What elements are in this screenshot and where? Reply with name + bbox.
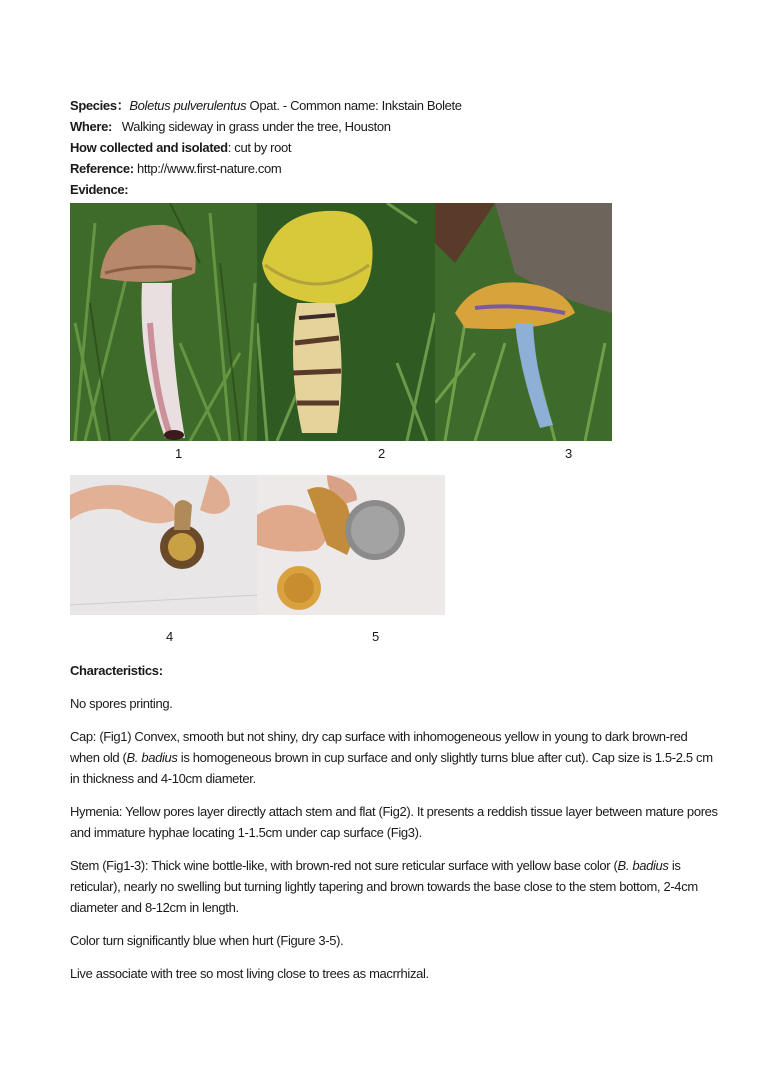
photo-3 [435,203,612,441]
spores-paragraph: No spores printing. [70,696,173,711]
cap-species-italic: B. badius [126,750,178,765]
figure-number-4: 4 [166,629,174,644]
how-value: : cut by root [227,140,292,155]
photo-5 [257,475,445,615]
characteristics-heading: Characteristics: [70,663,163,678]
stem-text-a: Stem (Fig1-3): Thick wine bottle-like, with brown-red not sure reticular surface with yellow base color ( [70,858,618,873]
how-label: How collected and isolated [70,140,228,155]
live-paragraph: Live associate with tree so most living close to trees as macrrhizal. [70,966,429,981]
photo-1 [70,203,257,441]
reference-label: Reference: [70,161,134,176]
photo-2 [257,203,435,441]
photo-4 [70,475,257,615]
species-rest: Opat. - Common name: Inkstain Bolete [246,98,462,113]
species-name: Boletus pulverulentus [129,98,247,113]
figure-number-2: 2 [378,446,386,461]
header-block [70,95,720,200]
evidence-line [70,179,720,200]
where-line [70,116,720,137]
characteristics-section [70,660,718,996]
color-paragraph: Color turn significantly blue when hurt (Figure 3-5). [70,933,344,948]
evidence-label: Evidence: [70,182,129,197]
stem-species-italic: B. badius [617,858,669,873]
cap-paragraph [70,726,718,789]
reference-line [70,158,720,179]
photo-row-top [70,203,612,441]
where-label: Where: [70,119,112,134]
figure-number-3: 3 [565,446,573,461]
cap-text-b: is homogeneous brown in cup surface and only slightly turns blue after cut). Cap size is 1.5-2.5 cm in thickness and 4-10cm diameter. [70,750,713,786]
figure-number-1: 1 [175,446,183,461]
photo-row-bottom [70,475,445,615]
figure-number-5: 5 [372,629,380,644]
where-value: Walking sideway in grass under the tree, Houston [121,119,391,134]
hymenia-paragraph: Hymenia: Yellow pores layer directly attach stem and flat (Fig2). It presents a reddish tissue layer between mature pores and immature hyphae locating 1-1.5cm under cap surface (Fig3). [70,804,718,840]
reference-value: http://www.first-nature.com [133,161,282,176]
cap-text-a: Cap: (Fig1) Convex, smooth but not shiny, dry cap surface with inhomogeneous yellow in young to dark brown-red when old ( [70,729,688,765]
stem-paragraph [70,855,718,918]
how-line [70,137,720,158]
stem-text-b: is reticular), nearly no swelling but turning lightly tapering and brown towards the base close to the stem bottom, 2-4cm diameter and 8-12cm in length. [70,858,698,915]
species-label: Species： [70,98,130,113]
species-line [70,95,720,116]
